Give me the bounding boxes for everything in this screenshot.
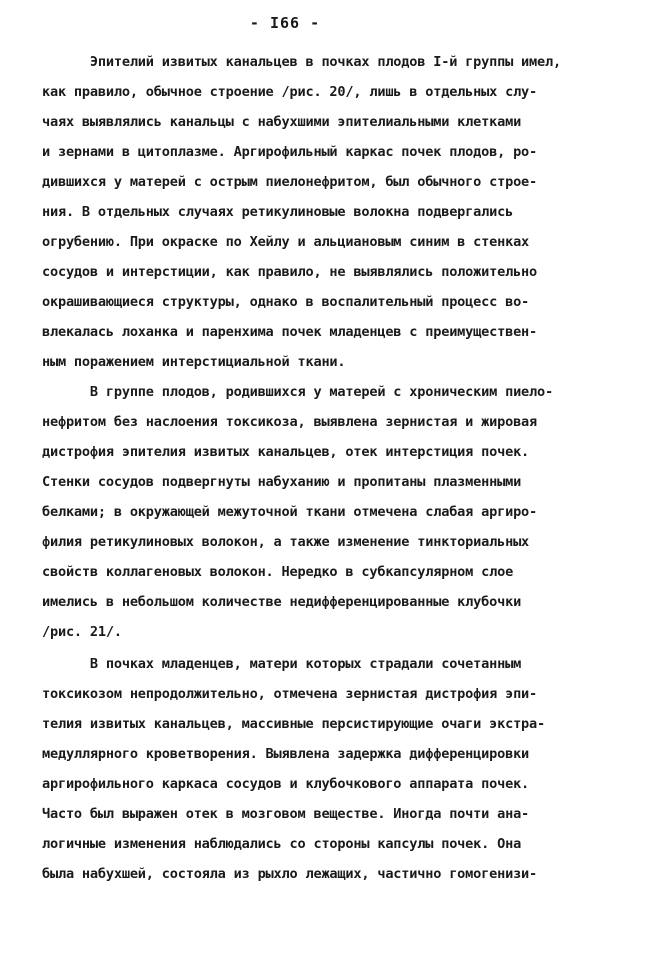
text-line: как правило, обычное строение /рис. 20/, лишь в отдельных слу- — [42, 84, 538, 100]
text-line: дившихся у матерей с острым пиелонефритом, был обычного строе- — [42, 174, 538, 190]
text-line: телия извитых канальцев, массивные персистирующие очаги экстра- — [42, 716, 546, 732]
text-line: имелись в небольшом количестве недифференцированные клубочки — [42, 594, 522, 610]
text-line: логичные изменения наблюдались со стороны капсулы почек. Она — [42, 836, 522, 852]
text-line: нефритом без наслоения токсикоза, выявлена зернистая и жировая — [42, 414, 538, 430]
text-line: медуллярного кроветворения. Выявлена задержка дифференцировки — [42, 746, 530, 762]
text-line: и зернами в цитоплазме. Аргирофильный каркас почек плодов, ро- — [42, 144, 538, 160]
page-number: - I66 - — [249, 14, 321, 32]
text-line: /рис. 21/. — [42, 624, 122, 640]
text-line: влекалась лоханка и паренхима почек младенцев с преимуществен- — [42, 324, 538, 340]
text-line: сосудов и интерстиции, как правило, не выявлялись положительно — [42, 264, 538, 280]
text-line: свойств коллагеновых волокон. Нередко в субкапсулярном слое — [42, 564, 514, 580]
text-line: В почках младенцев, матери которых страдали сочетанным — [42, 656, 522, 672]
text-line: токсикозом непродолжительно, отмечена зернистая дистрофия эпи- — [42, 686, 538, 702]
text-line: Часто был выражен отек в мозговом веществе. Иногда почти ана- — [42, 806, 530, 822]
text-line: огрубению. При окраске по Хейлу и альциановым синим в стенках — [42, 234, 530, 250]
text-line: В группе плодов, родившихся у матерей с хроническим пиело- — [42, 384, 553, 400]
text-line: филия ретикулиновых волокон, а также изменение тинкториальных — [42, 534, 530, 550]
text-line: аргирофильного каркаса сосудов и клубочкового аппарата почек. — [42, 776, 530, 792]
text-line: была набухшей, состояла из рыхло лежащих, частично гомогенизи- — [42, 866, 538, 882]
text-line: чаях выявлялись канальцы с набухшими эпителиальными клетками — [42, 114, 522, 130]
text-line: ным поражением интерстициальной ткани. — [42, 354, 346, 370]
text-line: окрашивающиеся структуры, однако в воспалительный процесс во- — [42, 294, 530, 310]
text-line: Эпителий извитых канальцев в почках плодов I-й группы имел, — [42, 54, 561, 70]
text-line: ния. В отдельных случаях ретикулиновые волокна подвергались — [42, 204, 514, 220]
text-line: Стенки сосудов подвергнуты набуханию и пропитаны плазменными — [42, 474, 522, 490]
text-line: белками; в окружающей межуточной ткани отмечена слабая аргиро- — [42, 504, 538, 520]
text-line: дистрофия эпителия извитых канальцев, отек интерстиция почек. — [42, 444, 530, 460]
